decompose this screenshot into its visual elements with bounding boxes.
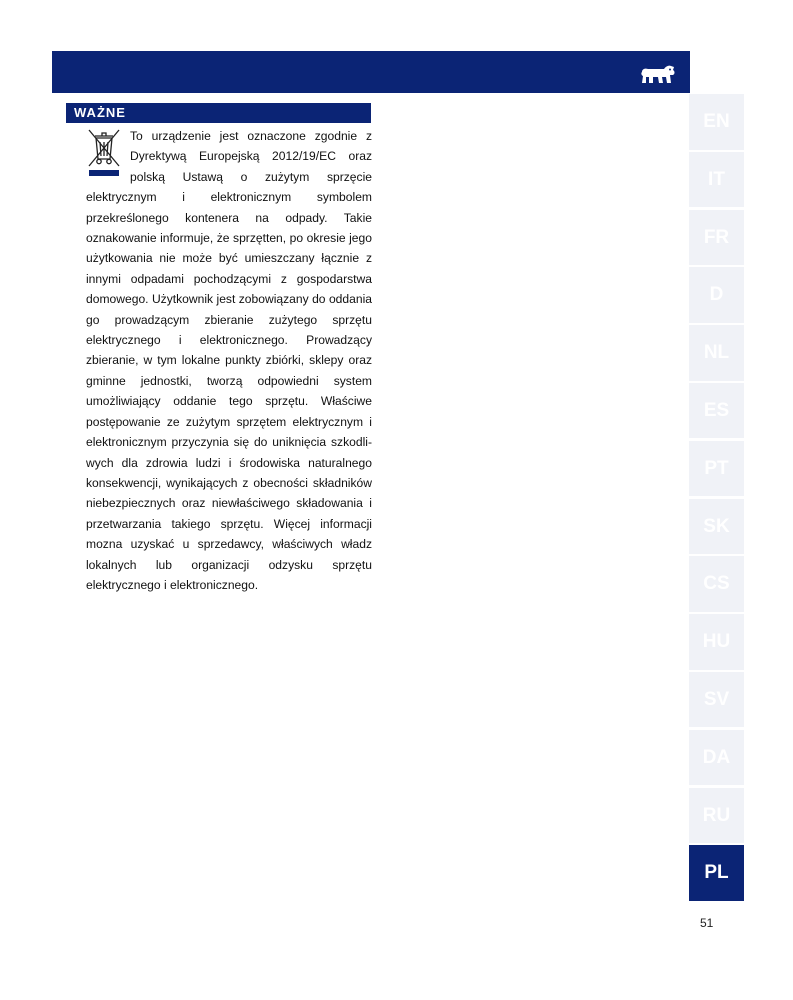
language-tab-it[interactable]: IT (689, 152, 744, 208)
section-title: WAŻNE (66, 103, 371, 123)
language-tab-sk[interactable]: SK (689, 499, 744, 555)
language-tab-sv[interactable]: SV (689, 672, 744, 728)
crossed-out-wheelie-bin-icon (86, 126, 124, 182)
language-tab-pl[interactable]: PL (689, 845, 744, 901)
page-number: 51 (700, 916, 714, 930)
language-tab-da[interactable]: DA (689, 730, 744, 786)
language-tab-en[interactable]: EN (689, 94, 744, 150)
language-tab-ru[interactable]: RU (689, 788, 744, 844)
notice-text: To urządzenie jest oznaczone zgodnie z Dyrektywą Europejską 2012/19/EC oraz polską Ustawą o zużytym sprzęcie elektrycznym i elektronicznym symbolem przekreślonego kontenera na odpady. Takie oznakowanie informuje, że sprzętten, po okresie jego użytkowania nie może być umieszczany łącznie z innymi odpadami pochodzącymi z gospodarstwa domowego. Użytkownik jest zobowiązany do oddania go prowadzącym zbieranie zużytego sprzętu elektrycznego i elektronicznego. Prowadzący zbieranie, w tym lokalne punkty zbiórki, sklepy oraz gminne jednostki, tworzą odpowiedni system umożliwiający oddanie tego sprzętu. Właściwe postępowanie ze zużytym sprzętem elektrycznym i elektronicznym przyczynia się do uniknięcia szkodliwych dla zdrowia ludzi i środowiska naturalnego konsekwencji, wynikających z obecności składników niebezpiecznych oraz niewłaściwego składowania i przetwarzania takiego sprzętu. Więcej informacji mozna uzyskać u sprzedawcy, właściwych władz lokalnych lub organizacji odzysku sprzętu elektrycznego i elektronicznego. (86, 129, 372, 592)
ferplast-cat-logo-icon (640, 63, 676, 85)
language-tab-hu[interactable]: HU (689, 614, 744, 670)
language-tab-cs[interactable]: CS (689, 556, 744, 612)
language-tab-es[interactable]: ES (689, 383, 744, 439)
language-tab-pt[interactable]: PT (689, 441, 744, 497)
language-tabs (689, 94, 745, 903)
header-bar (52, 51, 690, 93)
language-tab-d[interactable]: D (689, 267, 744, 323)
weee-notice (86, 126, 372, 595)
language-tab-nl[interactable]: NL (689, 325, 744, 381)
language-tab-fr[interactable]: FR (689, 210, 744, 266)
